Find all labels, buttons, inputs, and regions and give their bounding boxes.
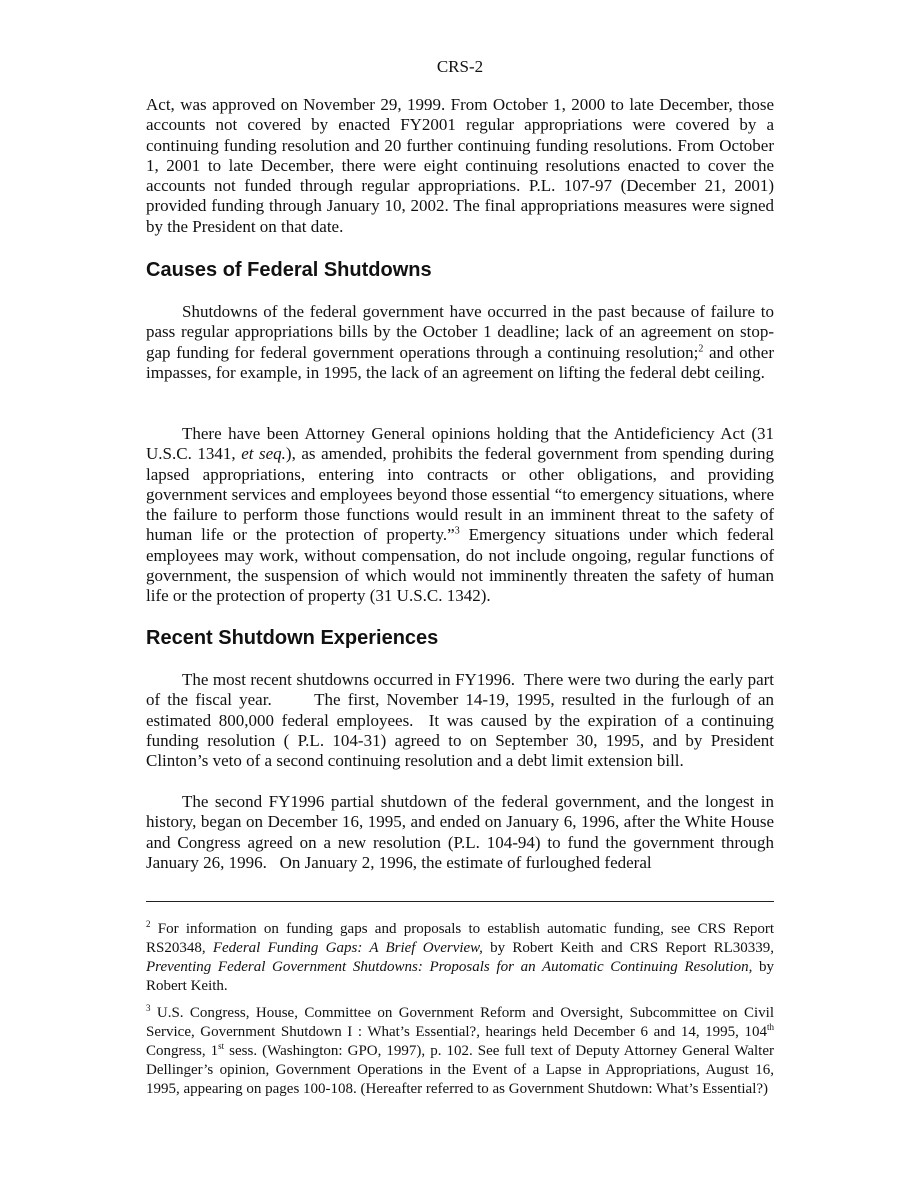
footnote-ref-2[interactable]: 2 — [698, 342, 704, 354]
causes-paragraph-1-block — [146, 302, 774, 383]
causes-paragraph-2-block — [146, 424, 774, 607]
recent-paragraph-1-block — [146, 670, 779, 771]
intro-paragraph-block — [146, 95, 774, 237]
section-causes — [146, 258, 774, 282]
recent-paragraph-2: The second FY1996 partial shutdown of the federal government, and the longest in history, began on December 16, 1995, and ended on January 6, 1996, after the White House and Congress agreed on a new resolution (P.L. 104-94) to fund the government through January 26, 1996. On January 2, 1996, the estimate of furloughed federal — [146, 792, 779, 872]
footnote-2-text: $^2$ For information on funding gaps and proposals to establish automatic funding, see CRS Report RS20348, Federal Funding Gaps: A Brief Overview, by Robert Keith and CRS Report RL30339, Preventing Federal Government Shutdowns: Proposals for an Automatic Continuing Resolution, by Robert Keith. — [146, 919, 774, 994]
causes-paragraph-1: Shutdowns of the federal government have occurred in the past because of failure to pass regular appropriations bills by the October 1 deadline; lack of an agreement on stop-gap funding for federal government operations through a continuing resolution;$^2$ and other impasses, for example, in 1995, the lack of an agreement on lifting the federal debt ceiling. — [146, 302, 774, 382]
recent-paragraph-1: The most recent shutdowns occurred in FY1996. There were two during the early part of the fiscal year. The first, November 14-19, 1995, resulted in the furlough of an estimated 800,000 federal employees. It was caused by the expiration of a continuing funding resolution ( P.L. 104-31) agreed to on September 30, 1995, and by President Clinton’s veto of a second continuing resolution and a debt limit extension bill. — [146, 670, 779, 771]
intro-paragraph: Act, was approved on November 29, 1999. From October 1, 2000 to late December, those accounts not covered by enacted FY2001 regular appropriations were covered by a continuing funding resolution and 20 further continuing funding resolutions. From October 1, 2001 to late December, there were eight continuing resolutions enacted to cover the accounts not funded through regular appropriations. P.L. 107-97 (December 21, 2001) provided funding through January 10, 2002. The final appropriations measures were signed by the President on that date. — [146, 95, 774, 236]
page-number: CRS-2 — [436, 57, 484, 76]
footnote-ref-3[interactable]: 3 — [454, 525, 460, 537]
section-recent — [146, 626, 774, 650]
causes-paragraph-2: There have been Attorney General opinions holding that the Antideficiency Act (31 U.S.C. 1341, et seq.), as amended, prohibits the federal government from spending during lapsed appropriations, entering into contracts or other obligations, and providing government services and employees beyond those essential “to emergency situations, where the failure to perform those functions would result in an imminent threat to the safety of human life or the protection of property.”$^3$ Emergency situations under which federal employees may work, without compensation, do not include ongoing, regular functions of government, the suspension of which would not imminently threaten the safety of human life or the protection of property (31 U.S.C. 1342). — [146, 424, 775, 606]
footnote-3 — [146, 1004, 774, 1099]
section-heading-recent: Recent Shutdown Experiences — [146, 627, 439, 649]
recent-paragraph-2-block — [146, 792, 779, 873]
footnote-divider — [146, 901, 774, 902]
footnote-2 — [146, 920, 774, 996]
section-heading-causes: Causes of Federal Shutdowns — [146, 259, 432, 281]
footnote-3-text: $^3$ U.S. Congress, House, Committee on Government Reform and Oversight, Subcommittee on Civil Service, Government Shutdown I : What’s Essential?, hearings held December 6 and 14, 1995, 104th Congress, 1st sess. (Washington: GPO, 1997), p. 102. See full text of Deputy Attorney General Walter Dellinger’s opinion, Government Operations in the Event of a Lapse in Appropriations, August 16, 1995, appearing on pages 100-108. (Hereafter referred to as Government Shutdown: What’s Essential?) — [146, 1003, 774, 1097]
